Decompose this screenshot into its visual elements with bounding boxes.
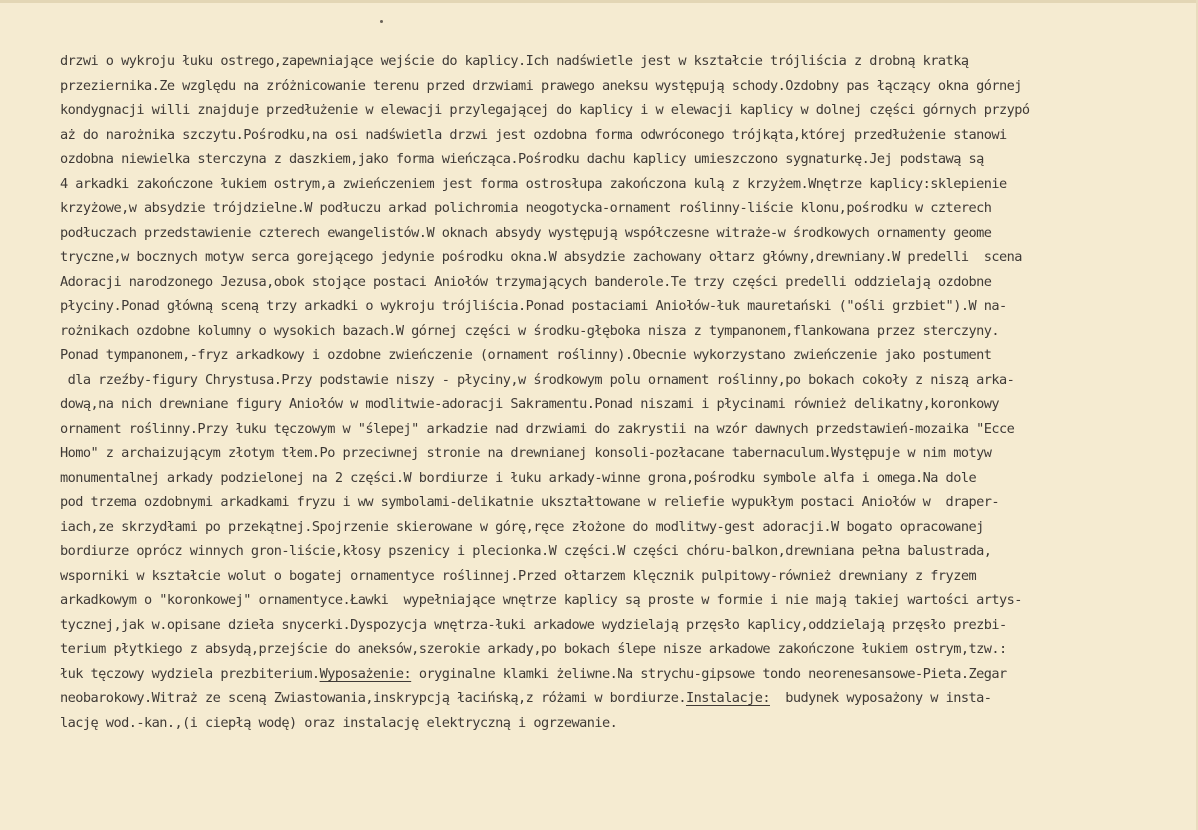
text-line: bordiurze oprócz winnych gron-liście,kłosy pszenicy i plecionka.W części.W części chóru-balkon,drewniana pełna balustrada, [60, 543, 992, 559]
typewritten-text [60, 49, 1160, 735]
text-line: arkadkowym o "koronkowej" ornamentyce.Ławki wypełniające wnętrze kaplicy są proste w formie i nie mają takiej wartości artys- [60, 592, 1022, 608]
text-line: iach,ze skrzydłami po przekątnej.Spojrzenie skierowane w górę,ręce złożone do modlitwy-gest adoracji.W bogato opracowanej [60, 518, 984, 535]
text-line: tryczne,w bocznych motyw serca gorejącego jedynie pośrodku okna.W absydzie zachowany ołtarz główny,drewniany.W predelli scena [60, 249, 1022, 265]
text-line: rożnikach ozdobne kolumny o wysokich bazach.W górnej części w środku-głęboka nisza z tympanonem,flankowana przez sterczyny. [60, 322, 999, 339]
section-heading-instalacje: Instalacje: [686, 690, 770, 706]
text-line: krzyżowe,w absydzie trójdzielne.W podłuczu arkad polichromia neogotycka-ornament roślinny-liście klonu,pośrodku w czterech [60, 200, 992, 216]
text-line-wyposazenie [60, 662, 1160, 687]
text-line: terium płytkiego z absydą,przejście do aneksów,szerokie arkady,po bokach ślepe nisze arkadowe zakończone łukiem ostrym,tzw.: [60, 641, 1007, 657]
text-segment: łuk tęczowy wydziela prezbiterium. [60, 665, 320, 682]
text-line: przeziernika.Ze względu na zróżnicowanie terenu przed drzwiami prawego aneksu występują schody.Ozdobny pas łączący okna górnej [60, 77, 1022, 94]
text-line: aż do narożnika szczytu.Pośrodku,na osi nadświetla drzwi jest ozdobna forma odwróconego trójkąta,której przedłużenie stanowi [60, 126, 1007, 143]
text-line: wsporniki w kształcie wolut o bogatej ornamentyce roślinnej.Przed ołtarzem klęcznik pulpitowy-również drewniany z fryzem [60, 567, 977, 584]
sheet-top-edge [0, 0, 1198, 3]
text-line: dową,na nich drewniane figury Aniołów w modlitwie-adoracji Sakramentu.Ponad niszami i płycinami również delikatny,koronkowy [60, 396, 999, 412]
text-line: drzwi o wykroju łuku ostrego,zapewniające wejście do kaplicy.Ich nadświetle jest w kształcie trójliścia z drobną kratką [60, 53, 969, 69]
text-line: Adoracji narodzonego Jezusa,obok stojące postaci Aniołów trzymających banderole.Te trzy części predelli oddzielają ozdobne [60, 273, 992, 290]
text-line: Ponad tympanonem,-fryz arkadkowy i ozdobne zwieńczenie (ornament roślinny).Obecnie wykorzystano zwieńczenie jako postument [60, 347, 992, 363]
text-segment: neobarokowy.Witraż ze sceną Zwiastowania,inskrypcją łacińską,z różami w bordiurze. [60, 690, 686, 706]
text-line: tycznej,jak w.opisane dzieła snycerki.Dyspozycja wnętrza-łuki arkadowe wydzielają przęsło kaplicy,oddzielają przęsło prezbi- [60, 616, 1007, 633]
text-line: podłuczach przedstawienie czterech ewangelistów.W oknach absydy występują współczesne witraże-w środkowych ornamenty geome [60, 224, 992, 241]
text-segment: budynek wyposażony w insta- [769, 690, 992, 706]
text-segment: oryginalne klamki żeliwne.Na strychu-gipsowe tondo neorenesansowe-Pieta.Zegar [411, 665, 1007, 682]
text-line: pod trzema ozdobnymi arkadkami fryzu i ww symbolami-delikatnie ukształtowane w reliefie wypukłym postaci Aniołów w draper- [60, 494, 999, 510]
text-line: monumentalnej arkady podzielonej na 2 części.W bordiurze i łuku arkady-winne grona,pośrodku symbole alfa i omega.Na dole [60, 469, 977, 486]
text-line: 4 arkadki zakończone łukiem ostrym,a zwieńczeniem jest forma ostrosłupa zakończona kulą z krzyżem.Wnętrze kaplicy:sklepienie [60, 175, 1007, 192]
text-line: Homo" z archaizującym złotym tłem.Po przeciwnej stronie na drewnianej konsoli-pozłacane tabernaculum.Występuje w nim motyw [60, 445, 992, 461]
text-line: ozdobna niewielka sterczyna z daszkiem,jako forma wieńcząca.Pośrodku dachu kaplicy umieszczono sygnaturkę.Jej podstawą są [60, 151, 984, 167]
ink-speck [380, 20, 383, 23]
text-line: kondygnacji willi znajduje przedłużenie w elewacji przylegającej do kaplicy i w elewacji kaplicy w dolnej części górnych przypó [60, 102, 1030, 118]
text-line: lację wod.-kan.,(i ciepłą wodę) oraz instalację elektryczną i ogrzewanie. [60, 714, 618, 731]
text-line: dla rzeźby-figury Chrystusa.Przy podstawie niszy - płyciny,w środkowym polu ornament roślinny,po bokach cokoły z niszą arka- [60, 371, 1015, 388]
section-heading-wyposazenie: Wyposażenie: [319, 665, 412, 682]
text-line: płyciny.Ponad główną sceną trzy arkadki o wykroju trójliścia.Ponad postaciami Aniołów-łuk mauretański ("ośli grzbiet").W na- [60, 298, 1007, 314]
text-line: ornament roślinny.Przy łuku tęczowym w "ślepej" arkadzie nad drzwiami do zakrystii na wzór dawnych przedstawień-mozaika "Ecce [60, 420, 1015, 437]
text-line-instalacje [60, 686, 1160, 711]
